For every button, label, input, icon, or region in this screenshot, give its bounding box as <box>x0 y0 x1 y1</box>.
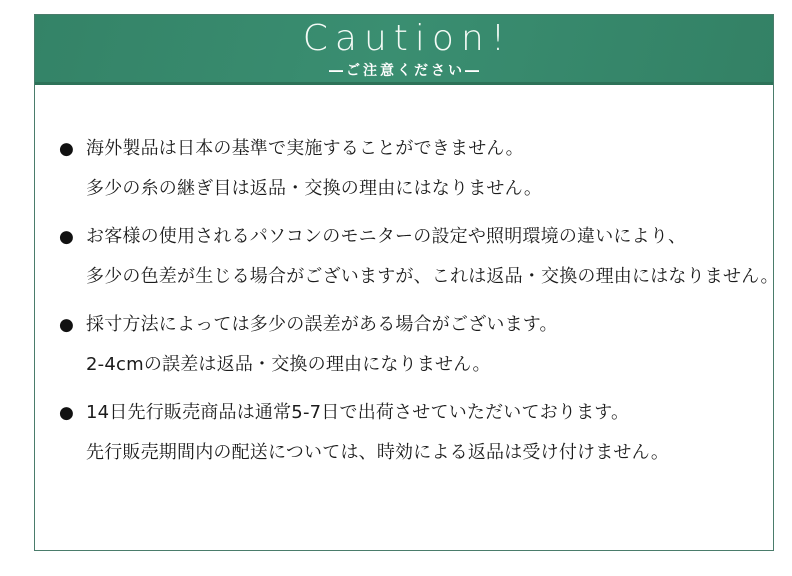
notice-item <box>59 393 763 473</box>
bullet-icon: ● <box>59 315 74 335</box>
bullet-icon: ● <box>59 403 74 423</box>
notice-item <box>59 305 763 385</box>
notice-line: 海外製品は日本の基準で実施することができません。 <box>86 138 524 159</box>
notice-content <box>35 85 779 473</box>
notice-item <box>59 217 779 297</box>
notice-line: 2-4cmの誤差は返品・交換の理由になりません。 <box>86 354 491 375</box>
notice-line: 多少の色差が生じる場合がございますが、これは返品・交換の理由にはなりません。 <box>86 266 779 287</box>
caution-banner <box>35 15 773 85</box>
notice-line: 14日先行販売商品は通常5-7日で出荷させていただいております。 <box>86 402 630 423</box>
notice-box <box>34 14 779 551</box>
notice-item-lines <box>86 393 763 473</box>
bullet-icon: ● <box>59 227 74 247</box>
notice-line: 多少の糸の継ぎ目は返品・交換の理由にはなりません。 <box>86 178 543 199</box>
notice-item-lines <box>86 217 779 297</box>
notice-item-lines <box>86 129 763 209</box>
bullet-icon: ● <box>59 139 74 159</box>
notice-line: お客様の使用されるパソコンのモニターの設定や照明環境の違いにより、 <box>86 226 687 247</box>
notice-line: 先行販売期間内の配送については、時効による返品は受け付けません。 <box>86 442 670 463</box>
notice-item <box>59 129 763 209</box>
notice-item-lines <box>86 305 763 385</box>
banner-subtitle: ―ご注意ください― <box>329 63 482 79</box>
notice-line: 採寸方法によっては多少の誤差がある場合がございます。 <box>86 314 558 335</box>
banner-title: Caution! <box>302 18 513 59</box>
